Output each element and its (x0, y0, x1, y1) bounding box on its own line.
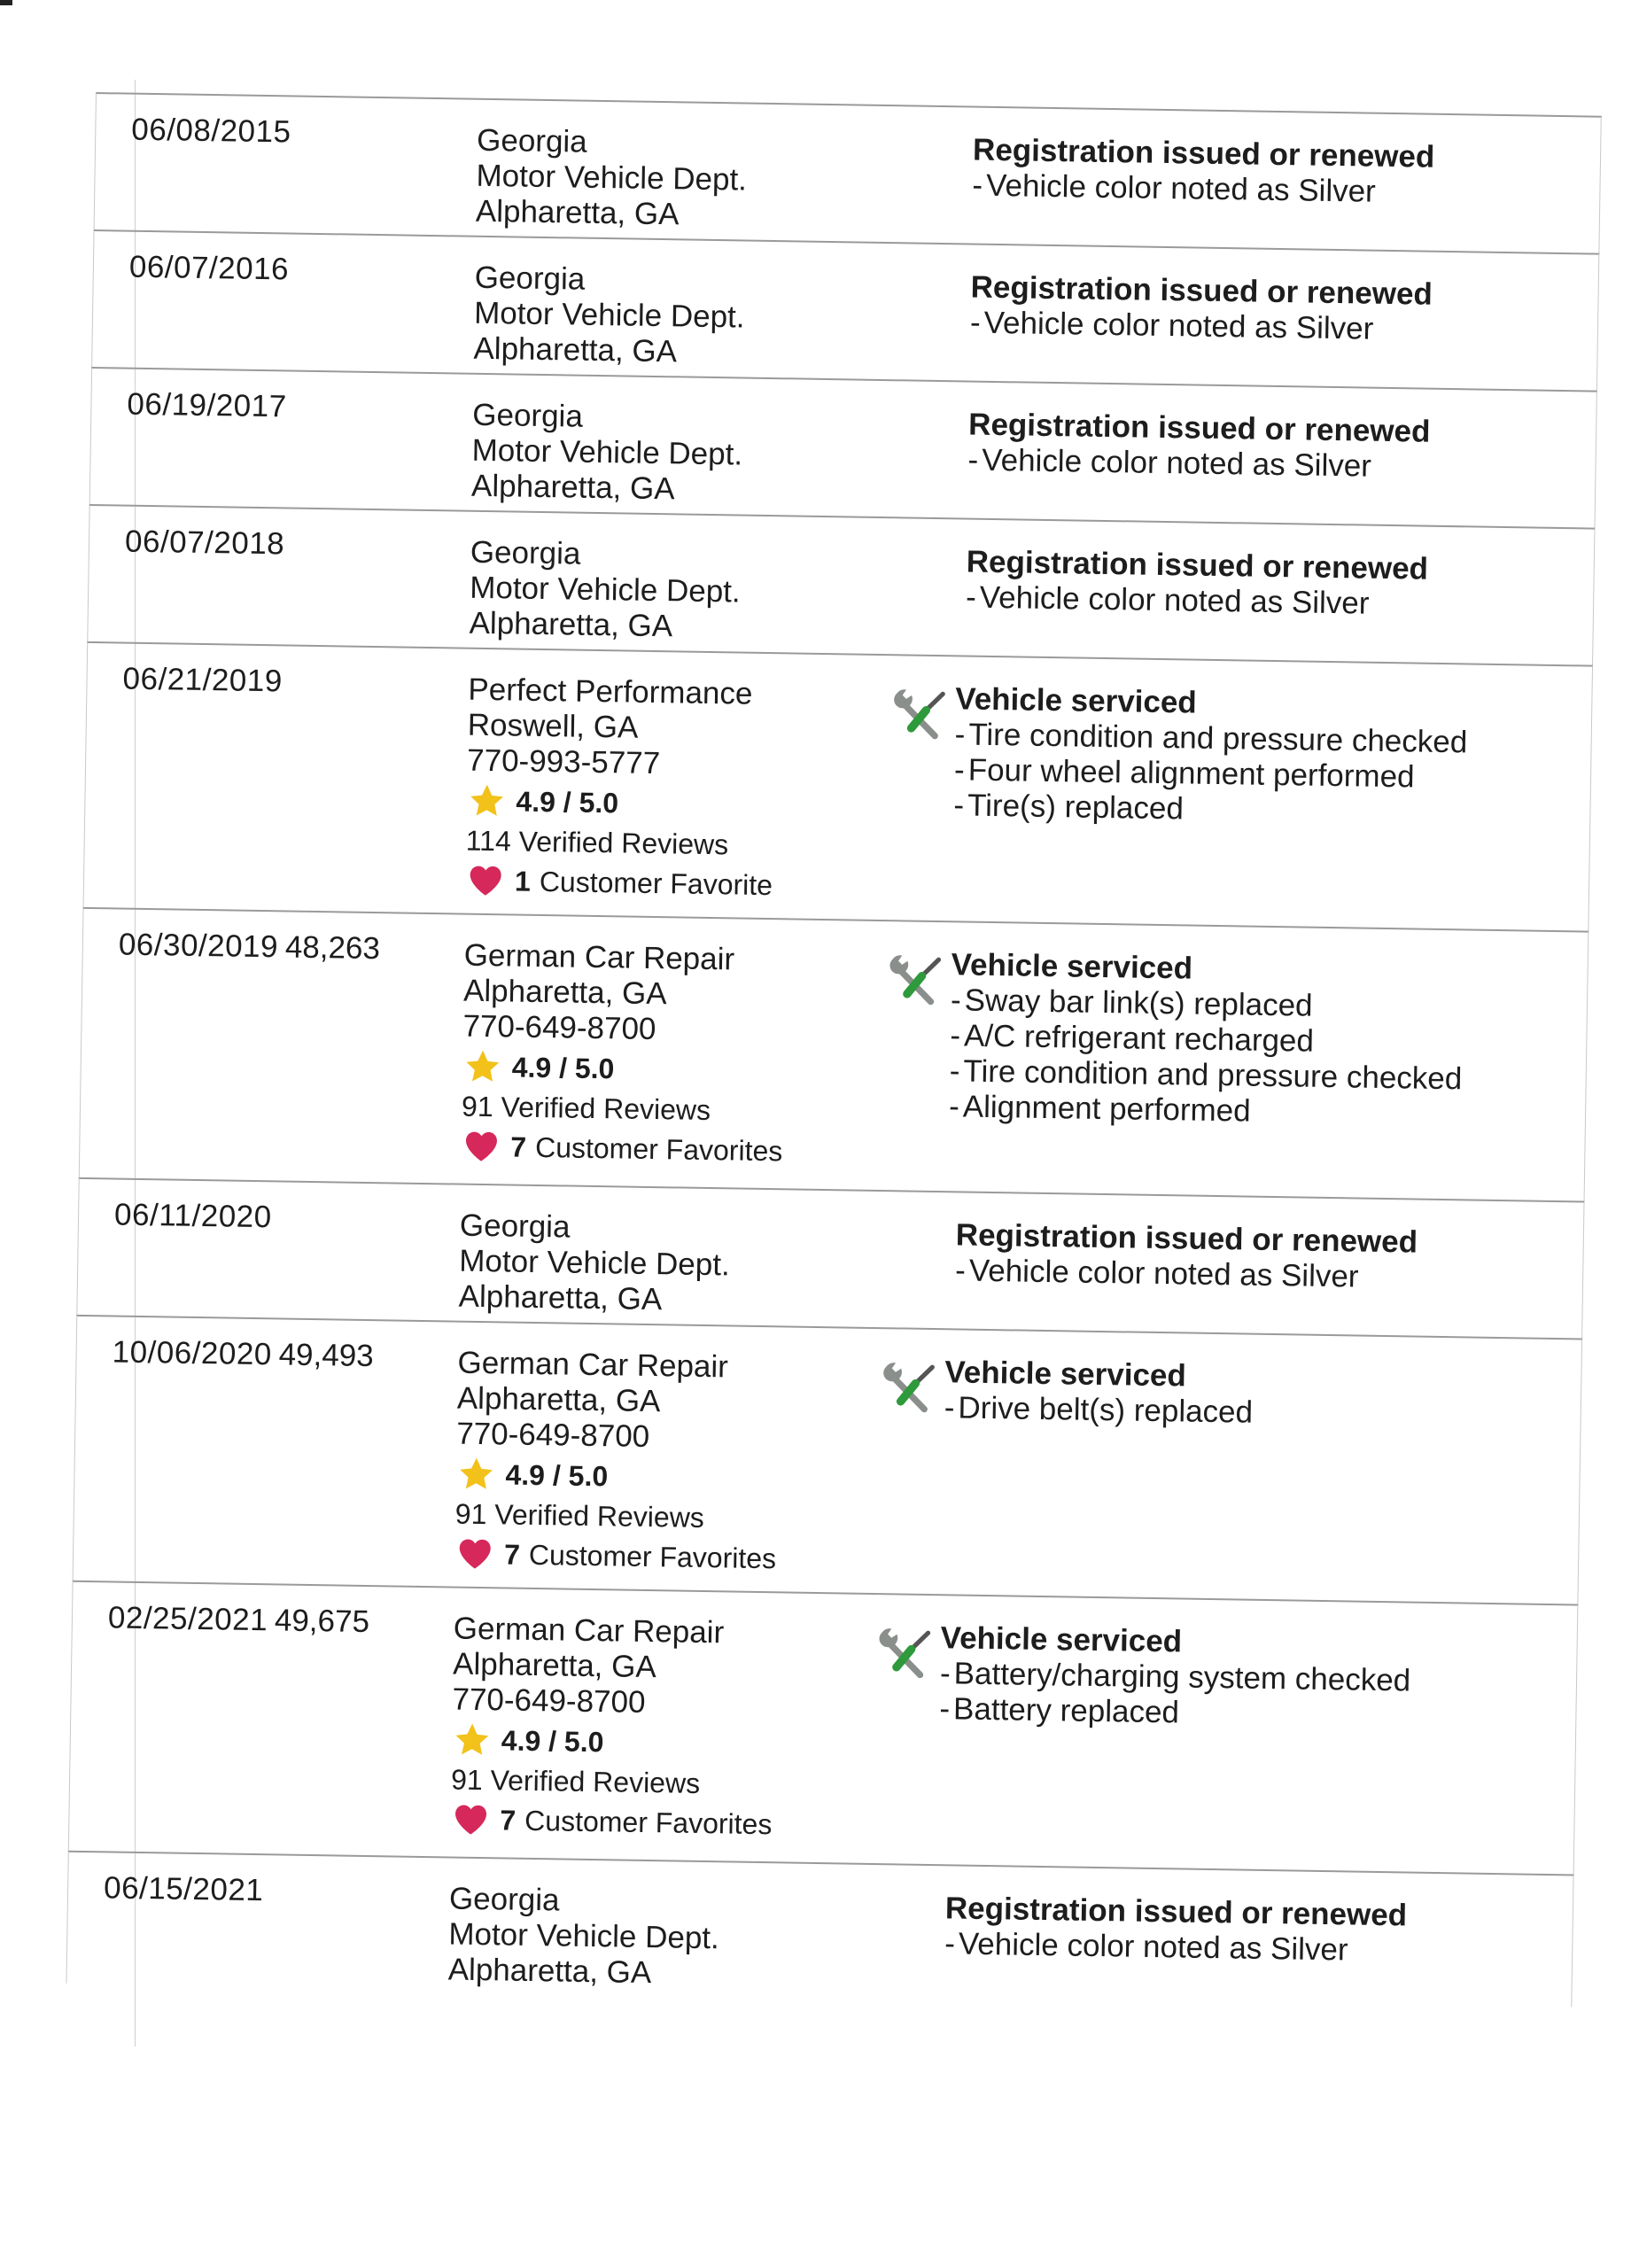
registration-heading: Registration issued or renewed (966, 544, 1429, 586)
service-heading: Vehicle serviced (944, 1355, 1187, 1394)
source-name: Georgia (476, 122, 588, 159)
registration-heading: Registration issued or renewed (972, 132, 1435, 175)
record-odometer: 48,263 (284, 929, 381, 967)
history-record (73, 1315, 1583, 1604)
service-heading: Vehicle serviced (955, 681, 1198, 720)
source-line: Alpharetta, GA (456, 1380, 661, 1419)
record-date: 06/15/2021 (103, 1870, 264, 1908)
service-heading: Vehicle serviced (951, 947, 1193, 986)
record-source (454, 1346, 780, 1578)
favorites-count: 7 (510, 1130, 527, 1163)
detail-item: - Vehicle color noted as Silver (944, 1926, 1407, 1969)
record-date: 06/08/2015 (131, 112, 291, 150)
record-source (471, 398, 743, 509)
star-icon (452, 1721, 493, 1759)
source-line: Motor Vehicle Dept. (469, 570, 741, 610)
source-name: Georgia (472, 397, 584, 434)
source-name: Georgia (459, 1208, 571, 1245)
record-date: 06/30/2019 (118, 927, 279, 965)
record-source (447, 1882, 719, 1992)
record-odometer: 49,675 (274, 1603, 370, 1640)
record-source (465, 672, 776, 904)
history-record (87, 504, 1595, 665)
star-icon (466, 782, 508, 820)
heart-icon (454, 1535, 496, 1573)
detail-item: - Sway bar link(s) replaced (951, 983, 1464, 1026)
detail-item: - Vehicle color noted as Silver (972, 168, 1434, 211)
detail-item: - Battery/charging system checked (940, 1656, 1411, 1698)
history-record (83, 641, 1594, 931)
source-line: Alpharetta, GA (469, 605, 673, 644)
record-source (450, 1612, 775, 1844)
star-icon (462, 1048, 503, 1086)
record-detail (953, 681, 1468, 831)
record-date: 06/07/2018 (124, 524, 285, 562)
rating-value: 4.9 / 5.0 (501, 1724, 604, 1759)
history-record (94, 92, 1602, 253)
customer-favorites (465, 862, 773, 904)
record-detail (955, 1217, 1418, 1295)
source-name: Georgia (448, 1881, 560, 1918)
record-date: 10/06/2020 (112, 1334, 273, 1372)
detail-item: - Alignment performed (949, 1089, 1462, 1132)
source-name: German Car Repair (463, 937, 735, 977)
source-name: Georgia (474, 260, 586, 297)
rating (462, 1048, 784, 1091)
favorites-count: 7 (500, 1804, 517, 1837)
source-line: Alpharetta, GA (475, 193, 680, 232)
source-line: Motor Vehicle Dept. (471, 432, 743, 472)
source-line: Alpharetta, GA (462, 973, 667, 1012)
record-source (469, 535, 741, 646)
customer-favorites (450, 1801, 773, 1844)
detail-item: - Tire(s) replaced (953, 788, 1466, 831)
record-detail (949, 947, 1464, 1132)
source-line: Alpharetta, GA (458, 1278, 663, 1317)
favorites-count: 7 (503, 1538, 521, 1571)
record-detail (967, 408, 1430, 485)
tools-icon (889, 953, 944, 1009)
registration-heading: Registration issued or renewed (967, 407, 1431, 449)
rating (452, 1721, 774, 1764)
detail-item: - Tire condition and pressure checked (949, 1053, 1462, 1097)
rating-value: 4.9 / 5.0 (511, 1051, 615, 1085)
source-line: Motor Vehicle Dept. (448, 1916, 720, 1956)
source-line: Motor Vehicle Dept. (459, 1243, 731, 1283)
source-phone: 770-649-8700 (462, 1008, 656, 1047)
source-name: Perfect Performance (468, 672, 753, 711)
favorites-count: 1 (514, 865, 532, 897)
record-source (473, 260, 745, 371)
source-name: German Car Repair (457, 1345, 729, 1385)
source-line: Motor Vehicle Dept. (473, 295, 745, 335)
history-record (66, 1851, 1573, 2008)
record-date: 06/07/2016 (128, 249, 290, 287)
favorites-label: Customer Favorites (528, 1538, 777, 1575)
registration-heading: Registration issued or renewed (944, 1891, 1408, 1933)
heart-icon (450, 1801, 492, 1839)
record-detail (944, 1891, 1407, 1969)
history-record (76, 1177, 1584, 1339)
record-date: 06/21/2019 (122, 661, 284, 699)
record-source (458, 1208, 730, 1319)
history-record (68, 1581, 1579, 1875)
favorites-label: Customer Favorites (534, 1130, 783, 1168)
registration-heading: Registration issued or renewed (955, 1217, 1418, 1260)
heart-icon (465, 862, 507, 900)
record-date: 06/19/2017 (127, 386, 287, 424)
source-name: Georgia (470, 534, 581, 571)
record-date: 02/25/2021 (107, 1600, 268, 1638)
tools-icon (882, 1361, 938, 1417)
detail-item: - Vehicle color noted as Silver (970, 306, 1433, 348)
detail-item: - Vehicle color noted as Silver (955, 1253, 1418, 1295)
rating (455, 1456, 778, 1498)
verified-reviews: 91 Verified Reviews (454, 1497, 705, 1534)
source-line: Alpharetta, GA (447, 1952, 652, 1991)
source-line: Alpharetta, GA (452, 1646, 657, 1685)
source-line: Motor Vehicle Dept. (476, 158, 748, 198)
source-name: German Car Repair (453, 1611, 725, 1651)
source-line: Alpharetta, GA (470, 468, 675, 507)
customer-favorites (454, 1535, 777, 1578)
detail-item: - Drive belt(s) replaced (944, 1390, 1253, 1430)
verified-reviews: 114 Verified Reviews (465, 824, 729, 861)
detail-item: - Vehicle color noted as Silver (967, 443, 1430, 485)
source-phone: 770-649-8700 (452, 1682, 646, 1720)
history-record (89, 367, 1597, 528)
rating-value: 4.9 / 5.0 (505, 1458, 609, 1493)
source-phone: 770-993-5777 (466, 742, 661, 781)
favorites-label: Customer Favorites (524, 1804, 773, 1841)
history-record (91, 229, 1599, 391)
favorites-label: Customer Favorite (539, 865, 773, 902)
detail-item: - Four wheel alignment performed (954, 752, 1467, 796)
record-detail (966, 545, 1428, 623)
customer-favorites (461, 1128, 783, 1170)
heart-icon (461, 1128, 502, 1166)
source-phone: 770-649-8700 (455, 1416, 650, 1455)
verified-reviews: 91 Verified Reviews (450, 1763, 701, 1799)
star-icon (455, 1456, 497, 1494)
rating (466, 782, 774, 824)
detail-item: - Battery replaced (939, 1691, 1410, 1734)
record-date: 06/11/2020 (113, 1197, 272, 1235)
rating-value: 4.9 / 5.0 (516, 785, 619, 819)
record-detail (972, 133, 1434, 211)
record-source (476, 123, 748, 234)
tools-icon (893, 687, 949, 743)
source-line: Roswell, GA (467, 707, 639, 745)
record-detail (970, 270, 1433, 348)
tools-icon (878, 1627, 934, 1682)
record-detail (944, 1355, 1253, 1430)
detail-item: - Vehicle color noted as Silver (966, 579, 1428, 622)
vehicle-history-list (66, 92, 1601, 2007)
verified-reviews: 91 Verified Reviews (461, 1090, 711, 1127)
scan-mark (0, 0, 12, 5)
history-record (79, 907, 1589, 1201)
service-heading: Vehicle serviced (940, 1620, 1183, 1659)
source-line: Alpharetta, GA (473, 330, 678, 369)
detail-item: - A/C refrigerant recharged (950, 1018, 1463, 1061)
detail-item: - Tire condition and pressure checked (954, 717, 1467, 760)
registration-heading: Registration issued or renewed (970, 269, 1433, 312)
record-source (461, 938, 786, 1170)
record-odometer: 49,493 (278, 1337, 374, 1374)
record-detail (939, 1620, 1411, 1734)
